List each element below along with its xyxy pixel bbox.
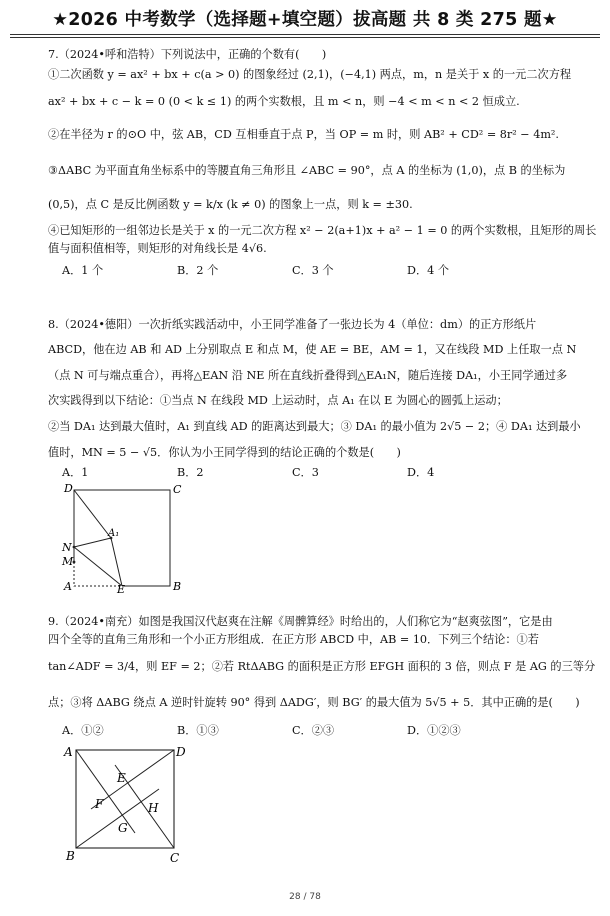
q8-line: （点 N 可与端点重合），再将△EAN 沿 NE 所在直线折叠得到△EA₁N，随后连接 DA₁，小王同学通过多: [48, 369, 568, 382]
segment-n-a1: [74, 538, 111, 547]
q8-line: 次实践得到以下结论：①当点 N 在线段 MD 上运动时，点 A₁ 在以 E 为圆心的圆弧上运动；: [48, 394, 508, 407]
q9-line: 点；③将 ΔABG 绕点 A 逆时针旋转 90° 得到 ΔADG′，则 BG′ 的最大值为 5√5 + 5．其中正确的是( ): [48, 696, 580, 709]
q7-line: 7.（2024•呼和浩特）下列说法中，正确的个数有( ): [48, 48, 327, 61]
q7-line: (0,5)，点 C 是反比例函数 y = k/x (k ≠ 0) 的图象上一点，则 k = ±30.: [48, 198, 413, 211]
q9-line: tan∠ADF = 3/4，则 EF = 2；②若 RtΔABG 的面积是正方形 EFGH 面积的 3 倍，则点 F 是 AG 的三等分: [48, 660, 596, 673]
square-abcd: [74, 490, 170, 586]
point-n: [73, 546, 76, 549]
label-a: A: [64, 580, 72, 593]
q7-line: ax² + bx + c − k = 0 (0 < k ≤ 1) 的两个实数根，且 m < n，则 −4 < m < n < 2 恒成立.: [48, 95, 520, 108]
segment-d-a1: [74, 490, 111, 538]
label-m: M: [62, 555, 74, 568]
q9-option-a[interactable]: A．①②: [62, 724, 104, 737]
q8-line: ABCD，他在边 AB 和 AD 上分别取点 E 和点 M，使 AE = BE，AM = 1，又在线段 MD 上任取一点 N: [48, 343, 577, 356]
q8-option-c[interactable]: C．3: [292, 466, 319, 479]
q9-option-b[interactable]: B．①③: [177, 724, 219, 737]
q7-option-c[interactable]: C．3 个: [292, 264, 334, 277]
q8-line: 8.（2024•德阳）一次折纸实践活动中，小王同学准备了一张边长为 4（单位：dm）的正方形纸片: [48, 318, 537, 331]
q8-line: 值时，MN = 5 − √5．你认为小王同学得到的结论正确的个数是( ): [48, 446, 401, 459]
q8-option-b[interactable]: B．2: [177, 466, 204, 479]
q9-line: 9.（2024•南充）如图是我国汉代赵爽在注解《周髀算经》时给出的，人们称它为“赵爽弦图”，它是由: [48, 615, 553, 628]
label-a: A: [64, 745, 73, 759]
label-b: B: [66, 849, 75, 863]
q9-option-d[interactable]: D．①②③: [407, 724, 461, 737]
label-n: N: [62, 541, 72, 554]
label-d: D: [64, 482, 73, 495]
banner-rule-bottom: [10, 37, 600, 38]
q8-option-a[interactable]: A．1: [62, 466, 89, 479]
q7-line: 值与面积值相等，则矩形的对角线长是 4√6.: [48, 242, 267, 255]
label-d: D: [176, 745, 186, 759]
q7-line: ②在半径为 r 的⊙O 中，弦 AB，CD 互相垂直于点 P，当 OP = m 时，则 AB² + CD² = 8r² − 4m².: [48, 128, 559, 141]
q8-option-d[interactable]: D．4: [407, 466, 435, 479]
q7-option-b[interactable]: B．2 个: [177, 264, 219, 277]
label-h: H: [148, 801, 159, 815]
segment-b-h: [76, 789, 159, 848]
q7-option-a[interactable]: A．1 个: [62, 264, 104, 277]
label-f: F: [95, 797, 104, 811]
label-b: B: [173, 580, 182, 593]
q7-option-d[interactable]: D．4 个: [407, 264, 450, 277]
label-c: C: [170, 851, 180, 865]
page-number: 28 / 78: [289, 892, 321, 902]
label-a1: A₁: [108, 528, 120, 539]
banner-rule-top: [10, 34, 600, 35]
page-banner-title: ★2026 中考数学（选择题+填空题）拔高题 共 8 类 275 题★: [52, 10, 558, 30]
segment-d-f: [91, 750, 174, 809]
label-g: G: [118, 821, 128, 835]
label-e: E: [117, 771, 126, 785]
q9-figure-zhao-shuang-square: [60, 742, 190, 867]
q7-line: ③ΔABC 为平面直角坐标系中的等腰直角三角形且 ∠ABC = 90°，点 A 的坐标为 (1,0)，点 B 的坐标为: [48, 164, 566, 177]
label-e: E: [117, 583, 126, 595]
label-c: C: [173, 483, 182, 496]
q9-option-c[interactable]: C．②③: [292, 724, 335, 737]
q7-line: ①二次函数 y = ax² + bx + c(a > 0) 的图象经过 (2,1)，(−4,1) 两点，m，n 是关于 x 的一元二次方程: [48, 68, 572, 81]
q8-figure-folded-square: [58, 480, 188, 595]
q9-line: 四个全等的直角三角形和一个小正方形组成．在正方形 ABCD 中，AB = 10．下列三个结论：①若: [48, 633, 539, 646]
q8-line: ②当 DA₁ 达到最大值时，A₁ 到直线 AD 的距离达到最大；③ DA₁ 的最小值为 2√5 − 2；④ DA₁ 达到最小: [48, 420, 581, 433]
q7-line: ④已知矩形的一组邻边长是关于 x 的一元二次方程 x² − 2(a+1)x + a² − 1 = 0 的两个实数根，且矩形的周长: [48, 224, 597, 237]
